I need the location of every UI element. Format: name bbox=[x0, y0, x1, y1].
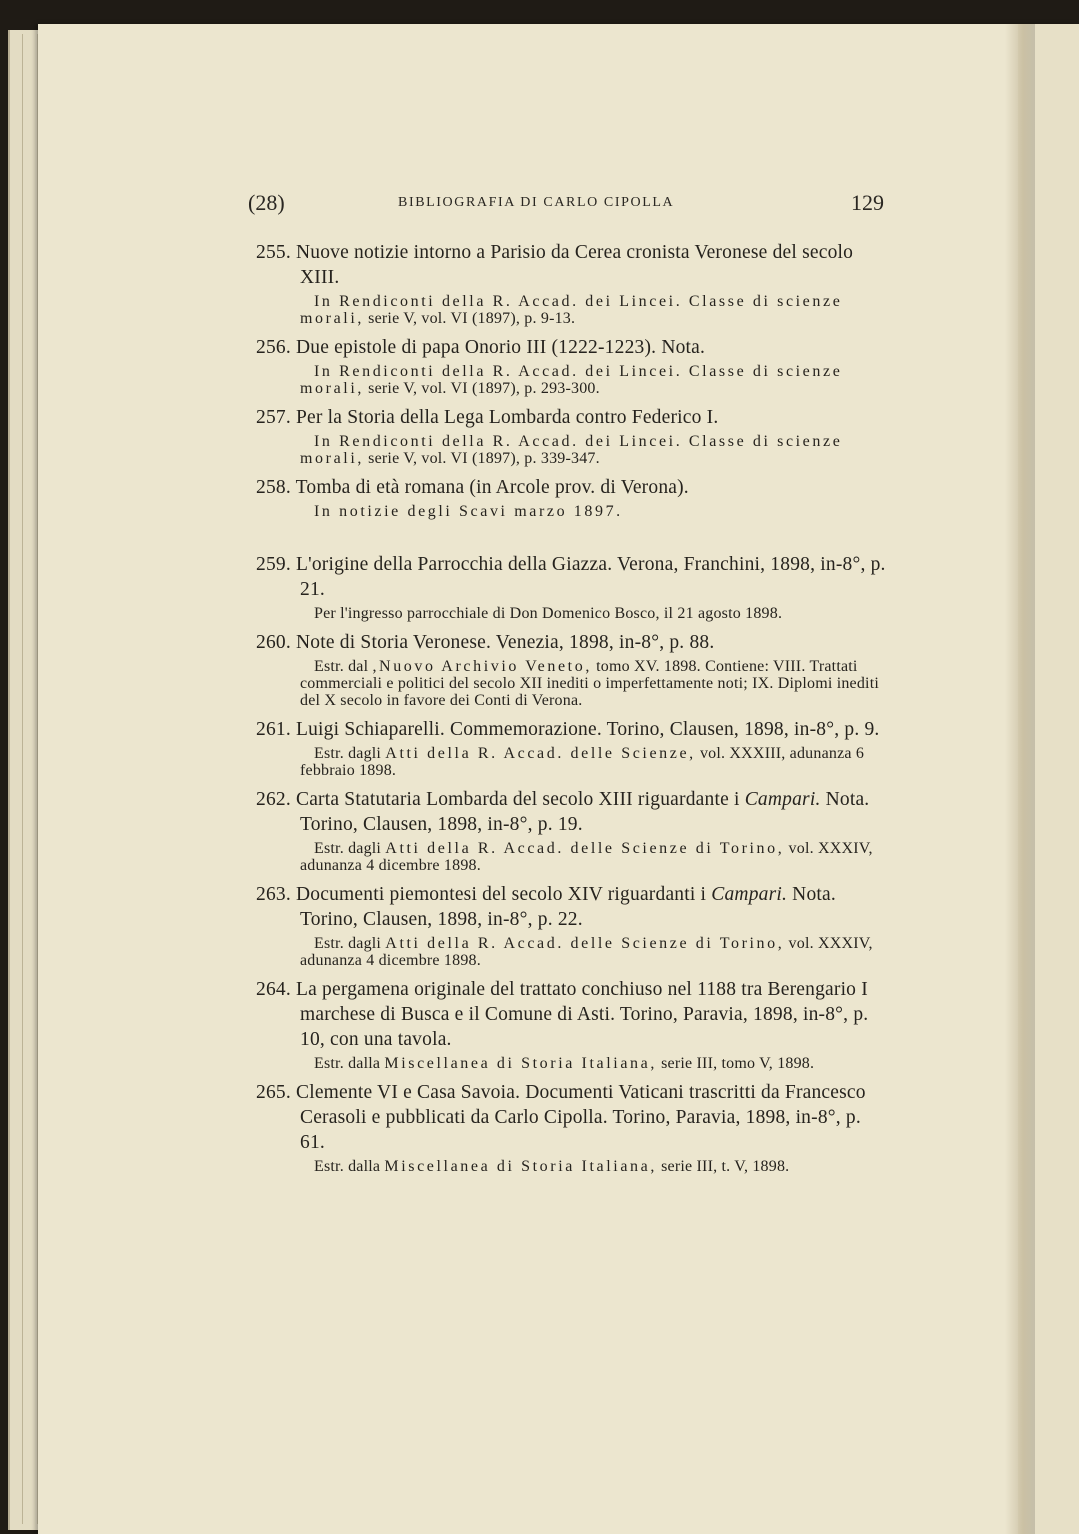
entry-title: 258. Tomba di età romana (in Arcole prov. di Verona). bbox=[256, 477, 689, 498]
page-number: 129 bbox=[851, 190, 884, 215]
section-gap bbox=[256, 528, 888, 552]
entry-note: Estr. dagli Atti della R. Accad. delle Scienze, vol. XXXIII, adunanza 6 febbraio 1898. bbox=[300, 745, 865, 779]
entry-note: In Rendiconti della R. Accad. dei Lincei. Classe di scienze morali, serie V, vol. VI (1897), p. 293-300. bbox=[300, 363, 843, 397]
entry-257 bbox=[256, 405, 888, 467]
entry-264 bbox=[256, 977, 888, 1072]
entry-title: 255. Nuove notizie intorno a Parisio da Cerea cronista Veronese del secolo XIII. bbox=[256, 242, 854, 288]
entry-263 bbox=[256, 882, 888, 969]
entry-note: In Rendiconti della R. Accad. dei Lincei. Classe di scienze morali, serie V, vol. VI (1897), p. 339-347. bbox=[300, 433, 843, 467]
entry-note: In Rendiconti della R. Accad. dei Lincei. Classe di scienze morali, serie V, vol. VI (1897), p. 9-13. bbox=[300, 293, 843, 327]
entry-256 bbox=[256, 335, 888, 397]
entry-note: Estr. dagli Atti della R. Accad. delle Scienze di Torino, vol. XXXIV, adunanza 4 dicembre 1898. bbox=[300, 935, 873, 969]
entry-note: Estr. dagli Atti della R. Accad. delle Scienze di Torino, vol. XXXIV, adunanza 4 dicembre 1898. bbox=[300, 840, 873, 874]
entry-note: Estr. dalla Miscellanea di Storia Italiana, serie III, t. V, 1898. bbox=[314, 1158, 790, 1175]
entry-title: 263. Documenti piemontesi del secolo XIV riguardanti i Campari. Nota. Torino, Clausen, 1898, in-8°, p. 22. bbox=[256, 884, 836, 930]
entry-title: 265. Clemente VI e Casa Savoia. Documenti Vaticani trascritti da Francesco Cerasoli e pubblicati da Carlo Cipolla. Torino, Paravia, 1898, in-8°, p. 61. bbox=[256, 1082, 866, 1153]
entry-note: Estr. dalla Miscellanea di Storia Italiana, serie III, tomo V, 1898. bbox=[314, 1055, 815, 1072]
entry-title: 257. Per la Storia della Lega Lombarda contro Federico I. bbox=[256, 407, 719, 428]
bibliography-list bbox=[256, 240, 888, 1183]
entry-note: Estr. dal ,Nuovo Archivio Veneto, tomo XV. 1898. Contiene: VIII. Trattati commerciali e politici del secolo XII inediti o imperfettamente noti; IX. Diplomi inediti del X secolo in favore dei Conti di Verona. bbox=[300, 658, 879, 709]
entry-262 bbox=[256, 787, 888, 874]
spine-shadow bbox=[1005, 24, 1035, 1534]
running-header bbox=[248, 190, 884, 220]
entry-title: 261. Luigi Schiaparelli. Commemorazione. Torino, Clausen, 1898, in-8°, p. 9. bbox=[256, 719, 880, 740]
entry-note: In notizie degli Scavi marzo 1897. bbox=[314, 503, 623, 520]
entry-title: 256. Due epistole di papa Onorio III (1222-1223). Nota. bbox=[256, 337, 706, 358]
page-stack-lines bbox=[22, 34, 38, 1524]
entry-note: Per l'ingresso parrocchiale di Don Domenico Bosco, il 21 agosto 1898. bbox=[314, 605, 783, 622]
entry-title: 260. Note di Storia Veronese. Venezia, 1898, in-8°, p. 88. bbox=[256, 632, 715, 653]
entry-258 bbox=[256, 475, 888, 520]
header-section-number: (28) bbox=[248, 190, 285, 215]
entry-title: 259. L'origine della Parrocchia della Giazza. Verona, Franchini, 1898, in-8°, p. 21. bbox=[256, 554, 886, 600]
entry-255 bbox=[256, 240, 888, 327]
header-title: BIBLIOGRAFIA DI CARLO CIPOLLA bbox=[398, 195, 675, 210]
entry-title: 262. Carta Statutaria Lombarda del secolo XIII riguardante i Campari. Nota. Torino, Clausen, 1898, in-8°, p. 19. bbox=[256, 789, 870, 835]
entry-265 bbox=[256, 1080, 888, 1175]
entry-title: 264. La pergamena originale del trattato conchiuso nel 1188 tra Berengario I marchese di Busca e il Comune di Asti. Torino, Paravia, 1898, in-8°, p. 10, con una tavola. bbox=[256, 979, 869, 1050]
entry-259 bbox=[256, 552, 888, 622]
entry-260 bbox=[256, 630, 888, 709]
entry-261 bbox=[256, 717, 888, 779]
